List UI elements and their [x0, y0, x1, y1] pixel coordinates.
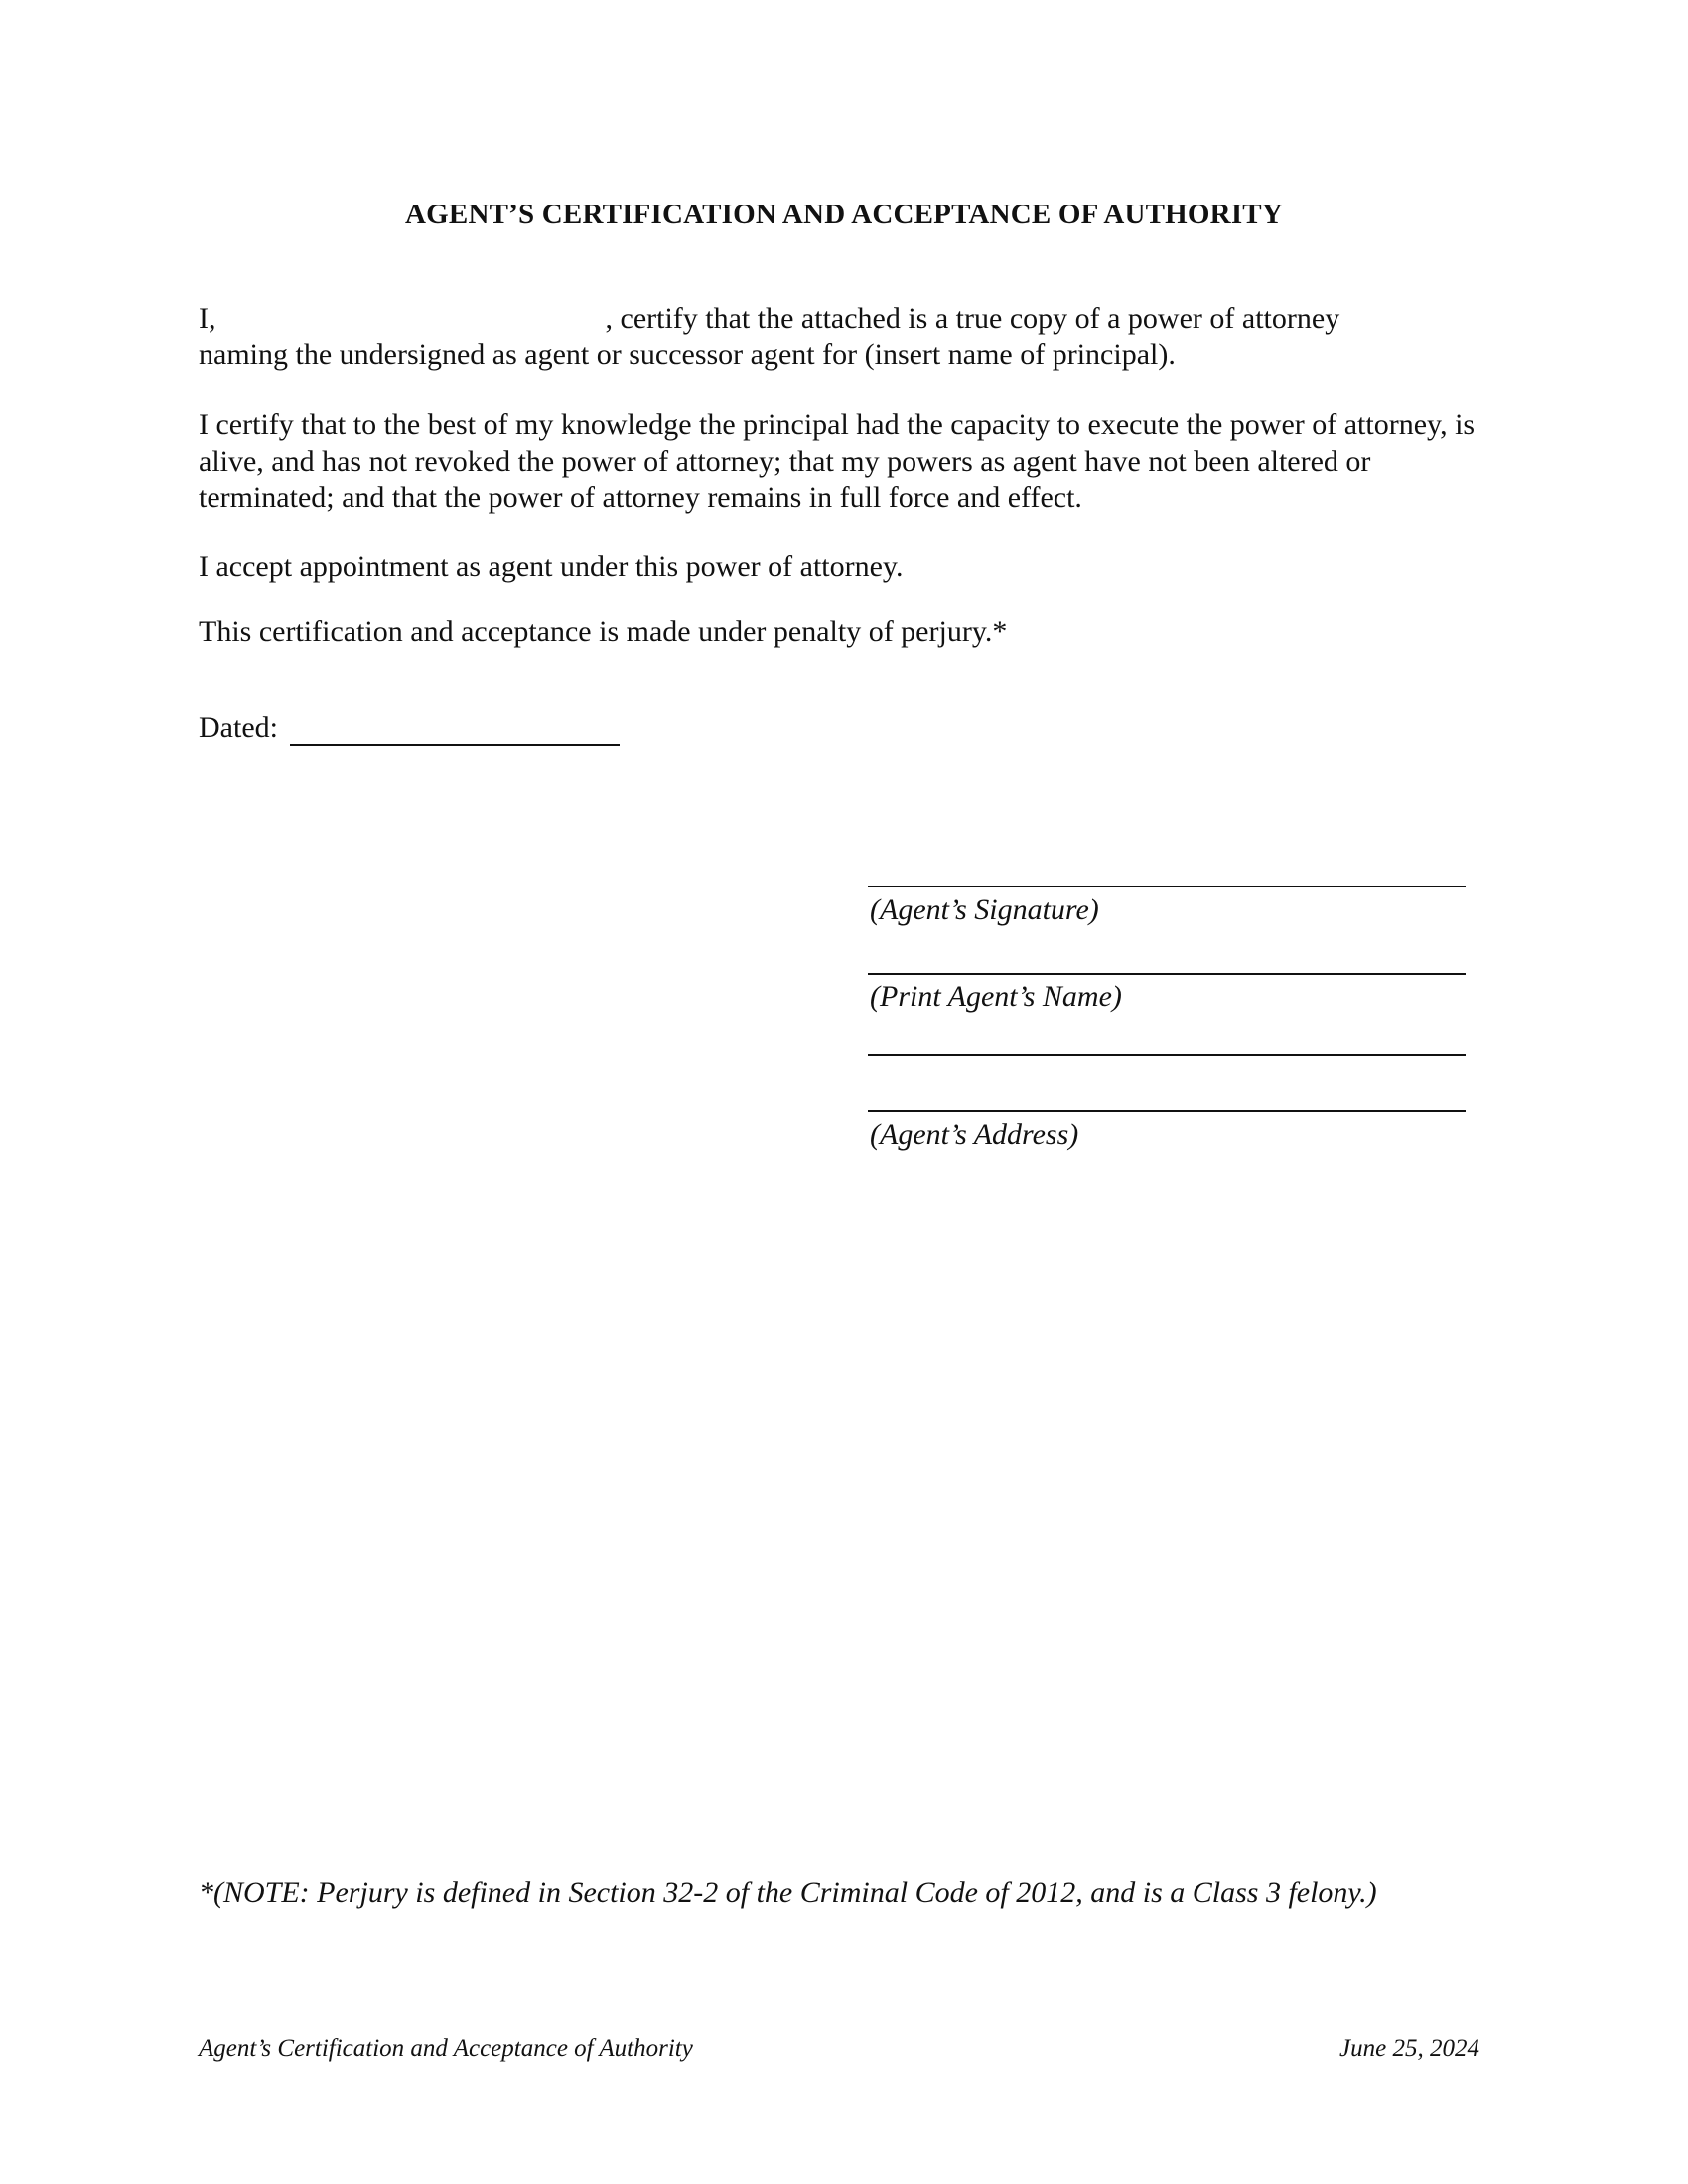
dated-field[interactable]	[290, 714, 620, 746]
paragraph1-line2: naming the undersigned as agent or successor agent for (insert name of principal).	[199, 339, 1176, 371]
paragraph-perjury: This certification and acceptance is made under penalty of perjury.*	[199, 615, 1008, 648]
dated-row	[199, 709, 620, 746]
agent-name-label: (Print Agent’s Name)	[870, 980, 1122, 1013]
footer-date: June 25, 2024	[1339, 2035, 1479, 2062]
paragraph-certify-copy	[199, 300, 1479, 373]
agent-address-line-1[interactable]	[868, 1054, 1466, 1056]
dated-label: Dated:	[199, 711, 278, 744]
paragraph-accept: I accept appointment as agent under this power of attorney.	[199, 550, 904, 583]
document-title: AGENT’S CERTIFICATION AND ACCEPTANCE OF AUTHORITY	[405, 199, 1283, 230]
paragraph1-prefix: I,	[199, 302, 216, 335]
footer-document-name: Agent’s Certification and Acceptance of Authority	[199, 2035, 693, 2062]
agent-name-line[interactable]	[868, 973, 1466, 975]
agent-signature-label: (Agent’s Signature)	[870, 893, 1099, 926]
perjury-note: *(NOTE: Perjury is defined in Section 32-2 of the Criminal Code of 2012, and is a Class 3 felony.)	[199, 1876, 1377, 1909]
agent-signature-line[interactable]	[868, 886, 1466, 887]
paragraph1-suffix: , certify that the attached is a true copy of a power of attorney	[605, 302, 1340, 335]
agent-address-line-2[interactable]	[868, 1110, 1466, 1112]
agent-address-label: (Agent’s Address)	[870, 1118, 1079, 1151]
paragraph-capacity: I certify that to the best of my knowledge the principal had the capacity to execute the power of attorney, is alive, and has not revoked the power of attorney; that my powers as agent have not been altered or terminated; and that the power of attorney remains in full force and effect.	[199, 408, 1476, 514]
